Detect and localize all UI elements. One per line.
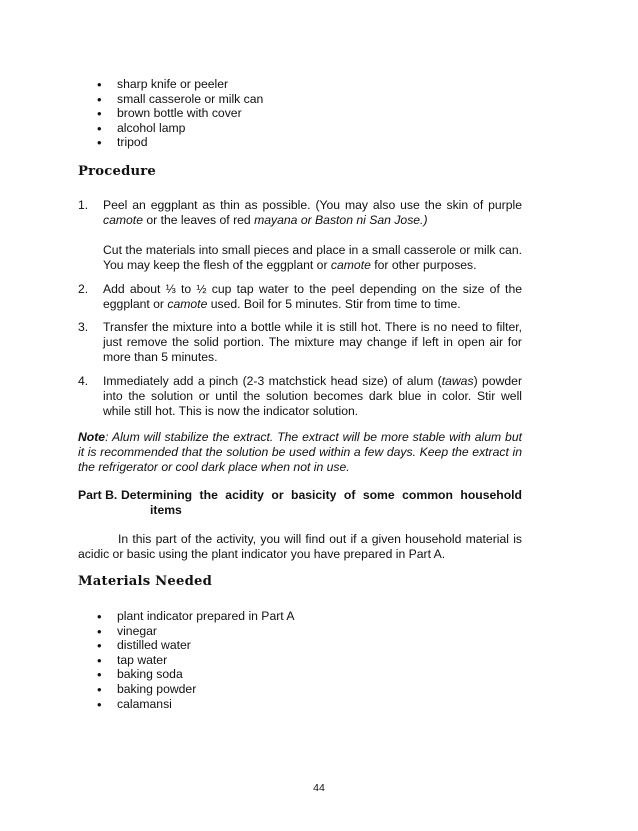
list-item: • tap water xyxy=(95,653,295,668)
step-paragraph xyxy=(103,243,522,273)
step-text-italic: mayana or Baston ni San Jose.) xyxy=(254,213,428,227)
part-b-title-line: Determining the acidity or basicity of some common household xyxy=(121,488,522,502)
part-b-intro: In this part of the activity, you will find out if a given household material is acidic or basic using the plant indicator you have prepared in Part A. xyxy=(78,532,522,561)
list-item: • brown bottle with cover xyxy=(95,106,263,121)
step-text-part: Cut the materials into small pieces and place in a small casserole or milk can. You may keep the flesh of the eggplant or xyxy=(103,243,522,272)
step-text-italic: camote xyxy=(330,258,371,272)
list-item: • baking soda xyxy=(95,667,295,682)
list-item: • vinegar xyxy=(95,624,295,639)
procedure-step-3 xyxy=(78,320,522,365)
materials-list xyxy=(95,77,263,150)
step-text-part: or the leaves of red xyxy=(142,213,255,227)
list-item: • baking powder xyxy=(95,682,295,697)
procedure-step-2 xyxy=(78,282,522,312)
materials-needed-heading: Materials Needed xyxy=(78,574,213,589)
step-text xyxy=(103,198,522,228)
list-item: • plant indicator prepared in Part A xyxy=(95,609,295,624)
step-text-part: ) powder into the solution or until the solution becomes dark blue in color. Stir well while still hot. This is now the indicator solution. xyxy=(103,374,522,418)
list-item: • tripod xyxy=(95,135,263,150)
note-paragraph xyxy=(78,430,522,475)
note-text: : Alum will stabilize the extract. The extract will be more stable with alum but it is recommended that the solution be used within a few days. Keep the extract in the refrigerator or cool dark place when not in use. xyxy=(78,430,522,474)
part-b-label: Part B. xyxy=(78,488,118,502)
step-text-part: Add about ⅓ to ½ cup tap water to the peel depending on the size of the eggplant or xyxy=(103,282,522,311)
procedure-heading: Procedure xyxy=(78,164,157,179)
step-text-part: for other purposes. xyxy=(370,258,477,272)
step-text xyxy=(103,282,522,312)
list-item: • calamansi xyxy=(95,697,295,712)
step-text-part: used. Boil for 5 minutes. Stir from time to time. xyxy=(207,297,461,311)
page-number: 44 xyxy=(313,782,325,794)
list-item: • distilled water xyxy=(95,638,295,653)
step-number: 4. xyxy=(78,374,89,388)
step-text-italic: camote xyxy=(167,297,208,311)
step-number: 1. xyxy=(78,198,89,212)
part-b-heading xyxy=(78,488,522,518)
note-label: Note xyxy=(78,430,106,444)
step-text-part: Peel an eggplant as thin as possible. (You may also use the skin of purple xyxy=(103,198,522,212)
step-text-italic: camote xyxy=(103,213,143,227)
step-text xyxy=(103,374,522,419)
list-item: • alcohol lamp xyxy=(95,121,263,136)
step-text-italic: tawas xyxy=(441,374,474,388)
step-text-part: Immediately add a pinch (2-3 matchstick head size) of alum ( xyxy=(103,374,442,388)
list-item: • sharp knife or peeler xyxy=(95,77,263,92)
procedure-step-1 xyxy=(78,198,522,273)
step-text: Transfer the mixture into a bottle while it is still hot. There is no need to filter, just remove the solid portion. The mixture may change if left in open air for more than 5 minutes. xyxy=(103,320,522,364)
step-number: 2. xyxy=(78,282,89,296)
part-b-title-line: items xyxy=(150,503,182,517)
materials-needed-list xyxy=(95,609,295,711)
procedure-step-4 xyxy=(78,374,522,419)
list-item: • small casserole or milk can xyxy=(95,92,263,107)
step-number: 3. xyxy=(78,320,89,334)
